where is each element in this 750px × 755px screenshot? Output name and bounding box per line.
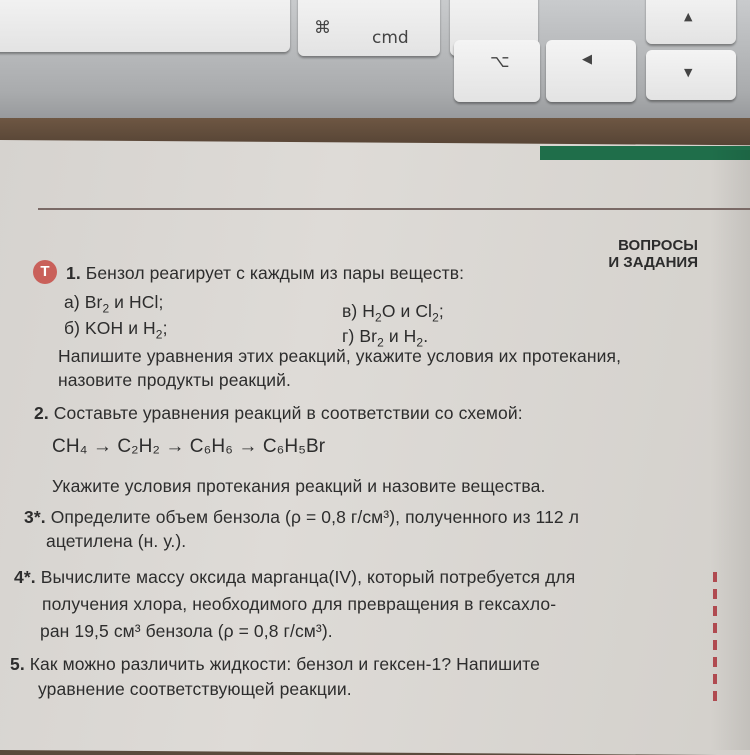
command-icon: ⌘ <box>314 18 331 38</box>
q3-number: 3*. <box>24 507 46 527</box>
q1-task-line-1: Напишите уравнения этих реакций, укажите условия их протекания, <box>58 346 622 366</box>
q2-number: 2. <box>34 403 49 423</box>
q1-d-rest: . <box>423 326 429 346</box>
q1-b-sub: 2 <box>155 327 163 342</box>
q2-scheme: CH₄ → C₂H₂ → C₆H₆ → C₆H₅Br <box>52 436 326 457</box>
q1-option-a <box>64 292 163 316</box>
key-arrow-up <box>646 0 736 44</box>
q1-c-rest: ; <box>438 301 444 321</box>
q5-number: 5. <box>10 654 25 674</box>
q5-line-1 <box>10 654 540 675</box>
q4-number: 4*. <box>14 567 36 587</box>
q1-d-sub1: 2 <box>377 335 384 350</box>
q2-title <box>34 403 523 424</box>
q1-number: 1. <box>66 263 81 283</box>
task-type-badge: T <box>33 260 57 284</box>
key-command <box>298 0 440 56</box>
q1-a-rest: и HCl; <box>109 292 164 312</box>
q5-text-1: Как можно различить жидкости: бензол и гексен-1? Напишите <box>29 654 540 674</box>
key-left-edge <box>0 0 290 52</box>
q4-text-1: Вычислите массу оксида марганца(IV), который потребуется для <box>40 567 576 587</box>
q4-line-2: получения хлора, необходимого для превращения в гексахло- <box>42 594 557 614</box>
keyboard <box>0 0 750 132</box>
q1-c-mid: O и Cl <box>381 301 433 321</box>
q3-text-1: Определите объем бензола (ρ = 0,8 г/см³), полученного из 112 л <box>50 507 580 527</box>
heading-line-2: И ЗАДАНИЯ <box>608 254 698 271</box>
arrow-up-icon: ▲ <box>684 10 693 23</box>
q4-line-1 <box>14 567 575 588</box>
q1-b-label: б) KOH и H <box>64 318 156 338</box>
arrow-down-icon: ▼ <box>684 66 693 79</box>
q1-c-sub2: 2 <box>432 310 439 325</box>
q3-line-2: ацетилена (н. у.). <box>46 531 187 551</box>
key-option-lower <box>454 40 540 102</box>
q3-line-1 <box>24 507 579 528</box>
key-arrow-down <box>646 50 736 100</box>
q1-d-sub2: 2 <box>416 335 424 350</box>
key-arrow-left <box>546 40 636 102</box>
q1-text: Бензол реагирует с каждым из пары веществ: <box>85 263 465 283</box>
q1-option-b <box>64 318 168 342</box>
q1-option-c <box>342 301 444 325</box>
q1-task-line-2: назовите продукты реакций. <box>58 370 291 390</box>
option-icon: ⌥ <box>490 52 510 72</box>
q4-line-3: ран 19,5 см³ бензола (ρ = 0,8 г/см³). <box>40 621 333 641</box>
cmd-label: cmd <box>372 28 409 48</box>
q1-c-sub1: 2 <box>375 310 382 325</box>
q1-title <box>66 263 464 284</box>
q1-c-label: в) H <box>342 301 376 321</box>
page-top-rule <box>38 208 750 210</box>
q1-a-label: а) Br <box>64 292 103 312</box>
q2-task: Укажите условия протекания реакций и назовите вещества. <box>52 476 546 496</box>
q1-a-sub: 2 <box>102 301 110 316</box>
q2-text: Составьте уравнения реакций в соответствии со схемой: <box>53 403 523 423</box>
section-heading <box>608 237 698 271</box>
q5-line-2: уравнение соответствующей реакции. <box>38 679 352 699</box>
q1-b-rest: ; <box>162 318 168 338</box>
heading-line-1: ВОПРОСЫ <box>618 237 698 254</box>
q1-d-label: г) Br <box>342 326 378 346</box>
q1-d-mid: и H <box>383 326 417 346</box>
arrow-left-icon: ◀ <box>582 52 592 67</box>
margin-dashed-line <box>713 572 717 707</box>
